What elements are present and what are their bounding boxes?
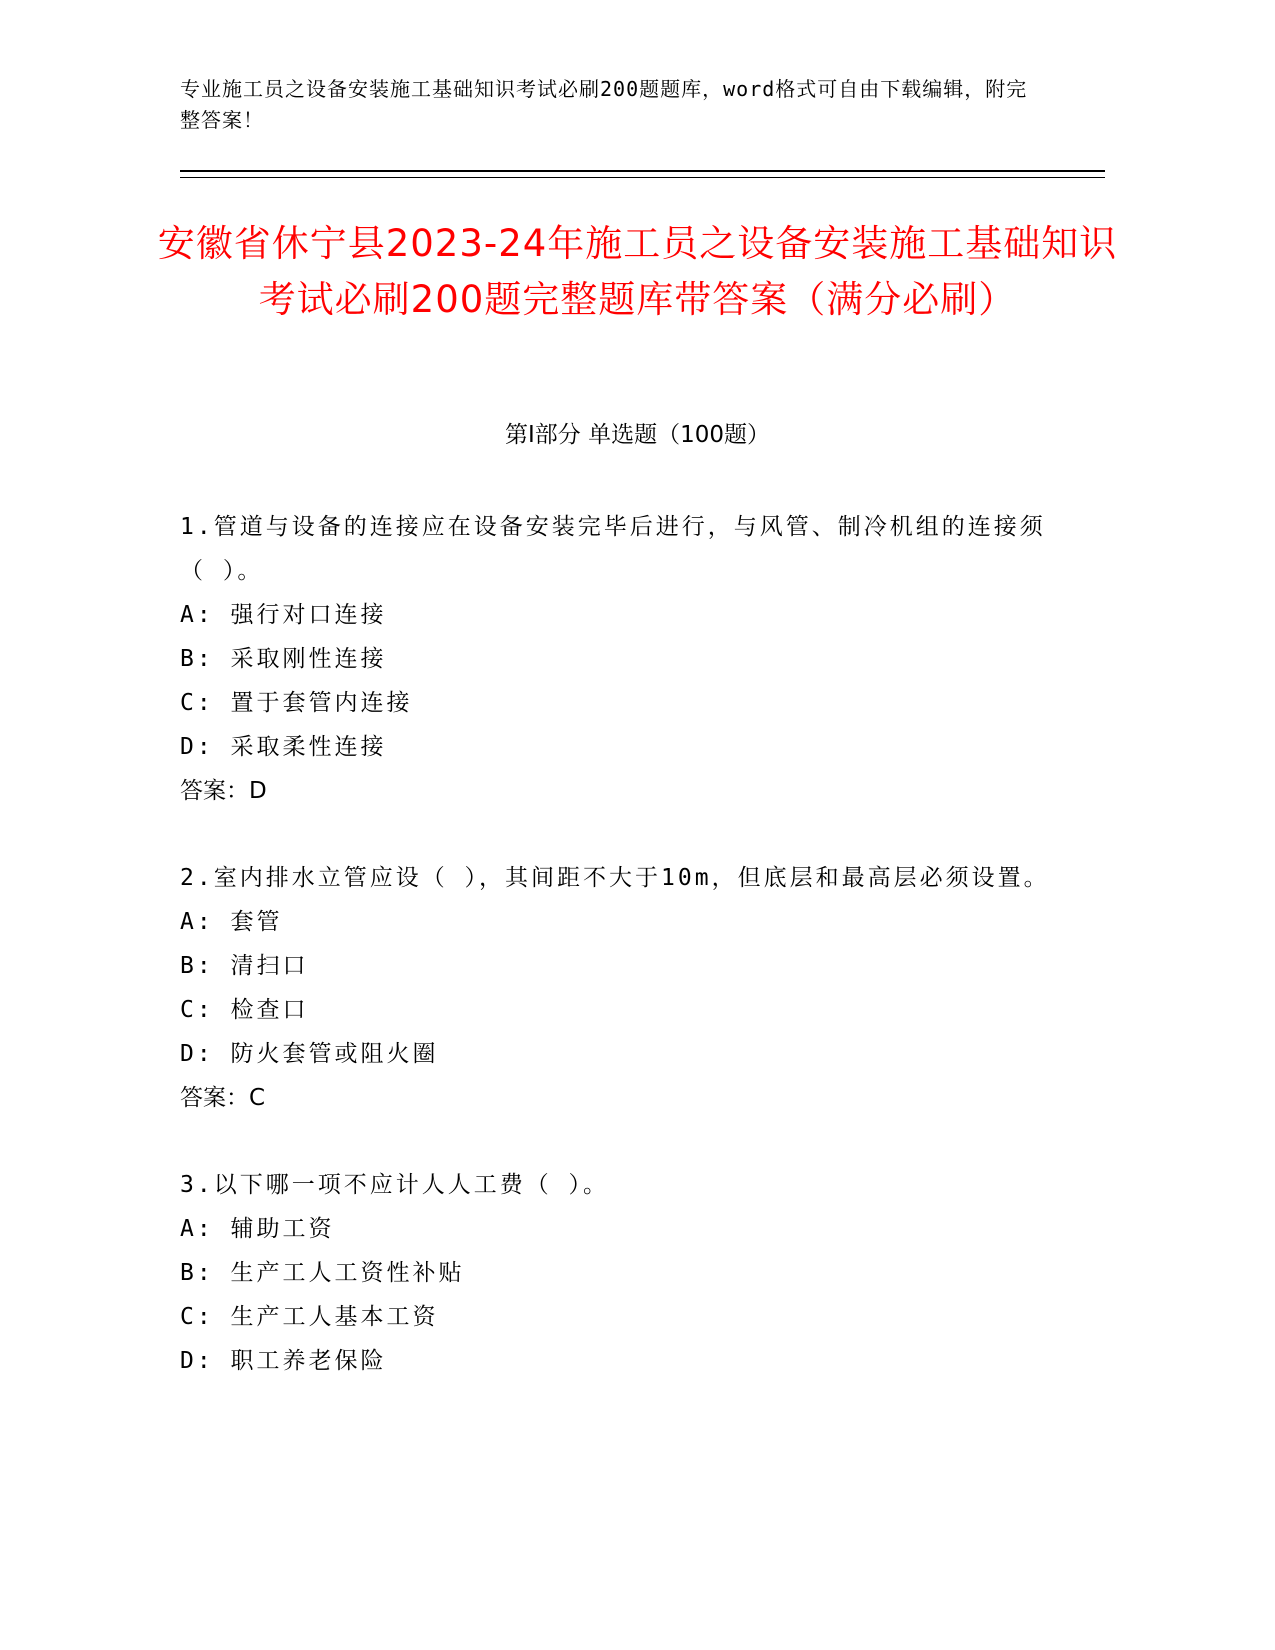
question-1 — [180, 505, 1060, 813]
answer-line: 答案：C — [180, 1085, 266, 1111]
option-b: B: 采取刚性连接 — [180, 646, 387, 672]
option-c: C: 生产工人基本工资 — [180, 1304, 439, 1330]
option-a: A: 辅助工资 — [180, 1216, 335, 1242]
question-stem: 2.室内排水立管应设（ ），其间距不大于10m，但底层和最高层必须设置。 — [180, 865, 1050, 891]
question-2 — [180, 856, 1060, 1120]
document-title: 安徽省休宁县2023-24年施工员之设备安装施工基础知识考试必刷200题完整题库带答案（满分必刷） — [157, 222, 1118, 321]
question-stem: 1.管道与设备的连接应在设备安装完毕后进行，与风管、制冷机组的连接须（ ）。 — [180, 514, 1046, 584]
document-intro-text: 专业施工员之设备安装施工基础知识考试必刷200题题库，word格式可自由下载编辑，附完整答案！ — [180, 77, 1028, 132]
header-divider-thick — [180, 170, 1105, 172]
option-a: A: 套管 — [180, 909, 283, 935]
question-list — [180, 505, 1060, 1426]
question-stem: 3.以下哪一项不应计人人工费（ ）。 — [180, 1172, 610, 1198]
header-divider-thin — [180, 177, 1105, 178]
option-b: B: 生产工人工资性补贴 — [180, 1260, 465, 1286]
option-b: B: 清扫口 — [180, 953, 309, 979]
option-c: C: 置于套管内连接 — [180, 690, 413, 716]
answer-line: 答案：D — [180, 778, 267, 804]
option-d: D: 职工养老保险 — [180, 1348, 387, 1374]
option-c: C: 检查口 — [180, 997, 309, 1023]
question-3 — [180, 1163, 1060, 1383]
section-heading: 第Ⅰ部分 单选题（100题） — [505, 422, 770, 448]
option-d: D: 防火套管或阻火圈 — [180, 1041, 439, 1067]
option-d: D: 采取柔性连接 — [180, 734, 387, 760]
option-a: A: 强行对口连接 — [180, 602, 387, 628]
